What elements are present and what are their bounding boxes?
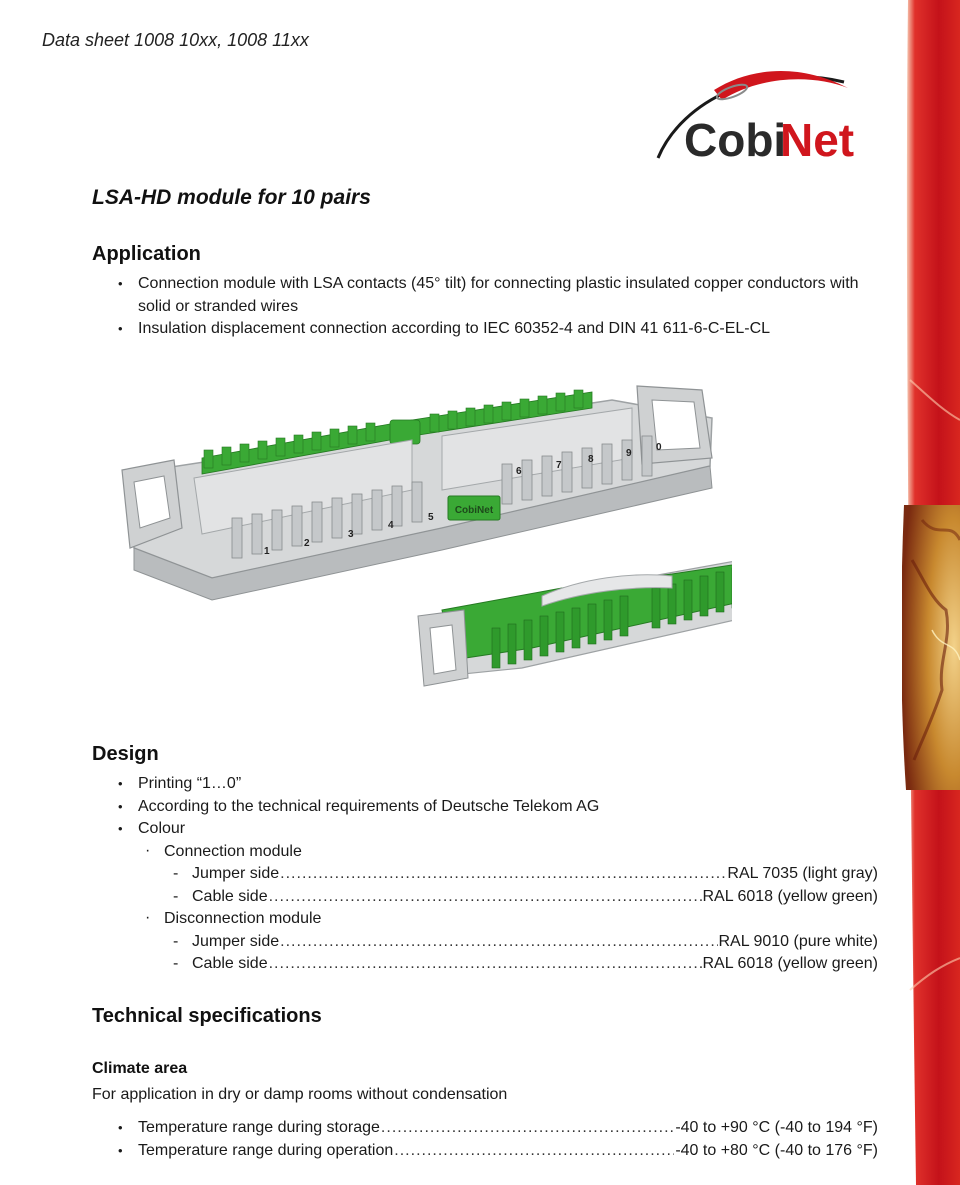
- spec-value: RAL 7035 (light gray): [727, 865, 878, 882]
- spec-label: - Cable side: [192, 887, 268, 905]
- document-reference: Data sheet 1008 10xx, 1008 11xx: [42, 30, 309, 50]
- pair-number: 7: [556, 460, 562, 471]
- list-item: • Colour: [118, 818, 878, 841]
- list-item: • Printing “1…0”: [118, 773, 878, 796]
- subheading-climate: Climate area: [92, 1060, 188, 1077]
- spec-value: -40 to +80 °C (-40 to 176 °F): [675, 1141, 878, 1159]
- logo-text-accent: Net: [780, 114, 855, 166]
- spec-value: RAL 6018 (yellow green): [702, 887, 878, 905]
- cobinet-logo: [652, 60, 862, 170]
- list-item: • Insulation displacement connection according to IEC 60352-4 and DIN 41 611-6-C-EL-CL: [118, 318, 878, 341]
- dot-leader: [381, 1117, 674, 1140]
- design-list: [118, 773, 878, 976]
- connection-module-illustration: [122, 386, 712, 600]
- spec-row: [118, 1117, 878, 1140]
- disconnection-module-illustration: [418, 554, 732, 686]
- page-title: LSA-HD module for 10 pairs: [92, 186, 371, 209]
- spec-label: • Temperature range during storage: [138, 1119, 380, 1136]
- dot-leader: [269, 886, 702, 909]
- pair-number: 3: [348, 529, 354, 540]
- sub-item: · Disconnection module: [118, 908, 878, 931]
- pair-number: 0: [656, 442, 662, 453]
- module-label: CobiNet: [454, 505, 494, 516]
- pair-number: 8: [588, 454, 594, 465]
- dot-leader: [280, 863, 726, 886]
- dot-leader: [280, 931, 717, 954]
- spec-value: RAL 6018 (yellow green): [702, 955, 878, 972]
- sub-item: · Connection module: [118, 841, 878, 864]
- dot-leader: [269, 953, 702, 976]
- section-heading-technical: Technical specifications: [92, 1005, 322, 1027]
- application-list: [118, 273, 878, 341]
- climate-text: For application in dry or damp rooms without condensation: [92, 1086, 508, 1103]
- spec-row: [118, 953, 878, 976]
- spec-label: - Jumper side: [192, 865, 280, 882]
- pair-number: 6: [516, 466, 522, 477]
- pair-number: 5: [428, 512, 434, 523]
- spec-label: • Temperature range during operation: [138, 1141, 394, 1159]
- pair-number: 2: [304, 538, 310, 549]
- section-heading-application: Application: [92, 243, 201, 265]
- section-heading-design: Design: [92, 743, 159, 765]
- spec-value: RAL 9010 (pure white): [718, 932, 878, 950]
- pair-number: 4: [388, 520, 394, 531]
- list-item: • Connection module with LSA contacts (45° tilt) for connecting plastic insulated copper conductors with solid or stranded wires: [118, 273, 878, 318]
- logo-text: Cobi: [684, 114, 787, 166]
- spec-row: [118, 931, 878, 954]
- dot-leader: [394, 1140, 674, 1163]
- spec-value: -40 to +90 °C (-40 to 194 °F): [675, 1119, 878, 1136]
- list-item: • According to the technical requirements of Deutsche Telekom AG: [118, 796, 878, 819]
- spec-label: - Jumper side: [192, 932, 280, 950]
- spec-row: [118, 863, 878, 886]
- spec-row: [118, 886, 878, 909]
- decorative-globe-band: [902, 0, 960, 1185]
- temperature-list: [118, 1117, 878, 1162]
- spec-row: [118, 1140, 878, 1163]
- spec-label: - Cable side: [192, 955, 268, 972]
- pair-number: 1: [264, 546, 270, 557]
- pair-number: 9: [626, 448, 632, 459]
- product-image: [112, 378, 732, 703]
